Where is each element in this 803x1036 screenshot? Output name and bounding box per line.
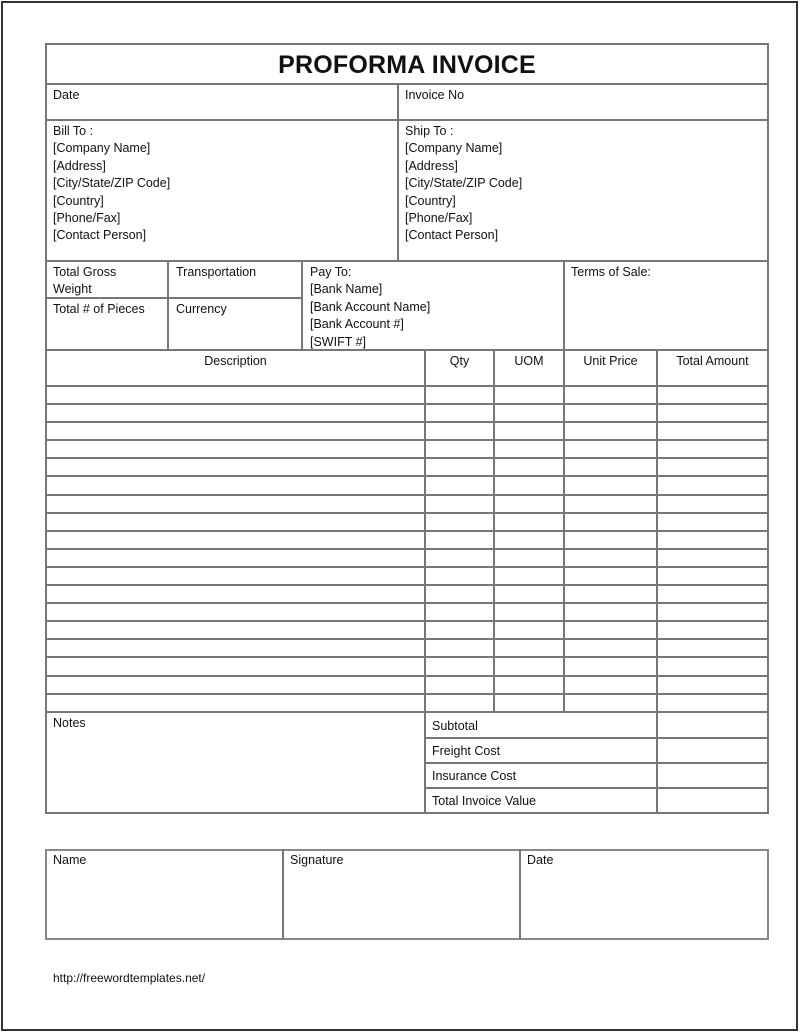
grid-line [45,349,768,351]
grid-line [45,385,768,387]
item-row-line [45,494,768,496]
item-row-line [45,566,768,568]
form-border [45,43,769,45]
subtotal-label: Subtotal [432,719,478,733]
grid-line [45,260,768,262]
signature-block [45,849,769,940]
grid-line [563,261,565,350]
column-header-unit-price: Unit Price [583,354,638,368]
bill-to-heading: Bill To : [53,124,94,138]
bill-to-line: [Country] [53,193,104,208]
bill-to-line: [Phone/Fax] [53,211,121,225]
terms-of-sale-label: Terms of Sale: [571,265,651,279]
form-border [45,44,47,813]
column-header-description: Description [204,354,267,368]
item-row-line [45,656,768,658]
item-row-line [45,512,768,514]
ship-to-line: [Country] [405,193,456,208]
ship-to-line: [Company Name] [405,141,503,156]
pay-to-line: [Bank Name] [310,282,383,297]
date-label: Date [53,88,80,102]
column-header-qty: Qty [449,354,470,368]
bill-to-line: [City/State/ZIP Code] [53,176,171,191]
signature-divider [519,849,521,940]
grid-line [45,83,768,85]
ship-to-line: [Phone/Fax] [405,211,473,225]
total-pieces-label: Total # of Pieces [53,302,145,316]
pay-to-line: [SWIFT #] [310,334,367,349]
pay-to-heading: Pay To: [310,265,352,279]
bill-to-line: [Address] [53,158,106,173]
bill-to-line: [Company Name] [53,141,151,156]
item-row-line [45,584,768,586]
invoice-title: PROFORMA INVOICE [278,51,536,79]
grid-line [301,261,303,350]
ship-to-line: [Contact Person] [405,228,499,243]
column-header-total-amount: Total Amount [676,354,749,368]
column-header-uom: UOM [514,354,544,368]
item-row-line [45,475,768,477]
notes-label: Notes [53,716,86,730]
item-row-line [45,711,768,713]
ship-to-line: [City/State/ZIP Code] [405,176,523,191]
totals-row-line [425,762,768,764]
item-row-line [45,548,768,550]
total-invoice-value-label: Total Invoice Value [432,794,536,808]
grid-line [167,261,169,350]
grid-line [397,84,399,261]
item-row-line [45,693,768,695]
item-row-line [45,439,768,441]
signature-label: Signature [290,853,344,867]
signature-date-label: Date [527,853,554,867]
freight-cost-label: Freight Cost [432,744,501,758]
grid-line [45,119,768,121]
item-row-line [45,457,768,459]
item-row-line [45,675,768,677]
insurance-cost-label: Insurance Cost [432,769,517,783]
ship-to-heading: Ship To : [405,124,454,138]
item-row-line [45,602,768,604]
total-gross-weight-label: Total Gross Weight [53,265,117,297]
item-row-line [45,530,768,532]
footer-url[interactable]: http://freewordtemplates.net/ [53,971,206,985]
item-row-line [45,638,768,640]
item-row-line [45,403,768,405]
signature-divider [282,849,284,940]
totals-row-line [425,737,768,739]
ship-to-line: [Address] [405,158,458,173]
grid-line [45,297,302,299]
item-row-line [45,421,768,423]
form-border [45,812,769,814]
transportation-label: Transportation [176,265,257,279]
invoice-no-label: Invoice No [405,88,465,102]
currency-label: Currency [176,302,227,316]
pay-to-line: [Bank Account Name] [310,299,431,314]
form-border [767,44,769,813]
totals-row-line [425,787,768,789]
bill-to-line: [Contact Person] [53,228,147,243]
item-row-line [45,620,768,622]
signature-name-label: Name [53,853,87,867]
pay-to-line: [Bank Account #] [310,317,404,332]
